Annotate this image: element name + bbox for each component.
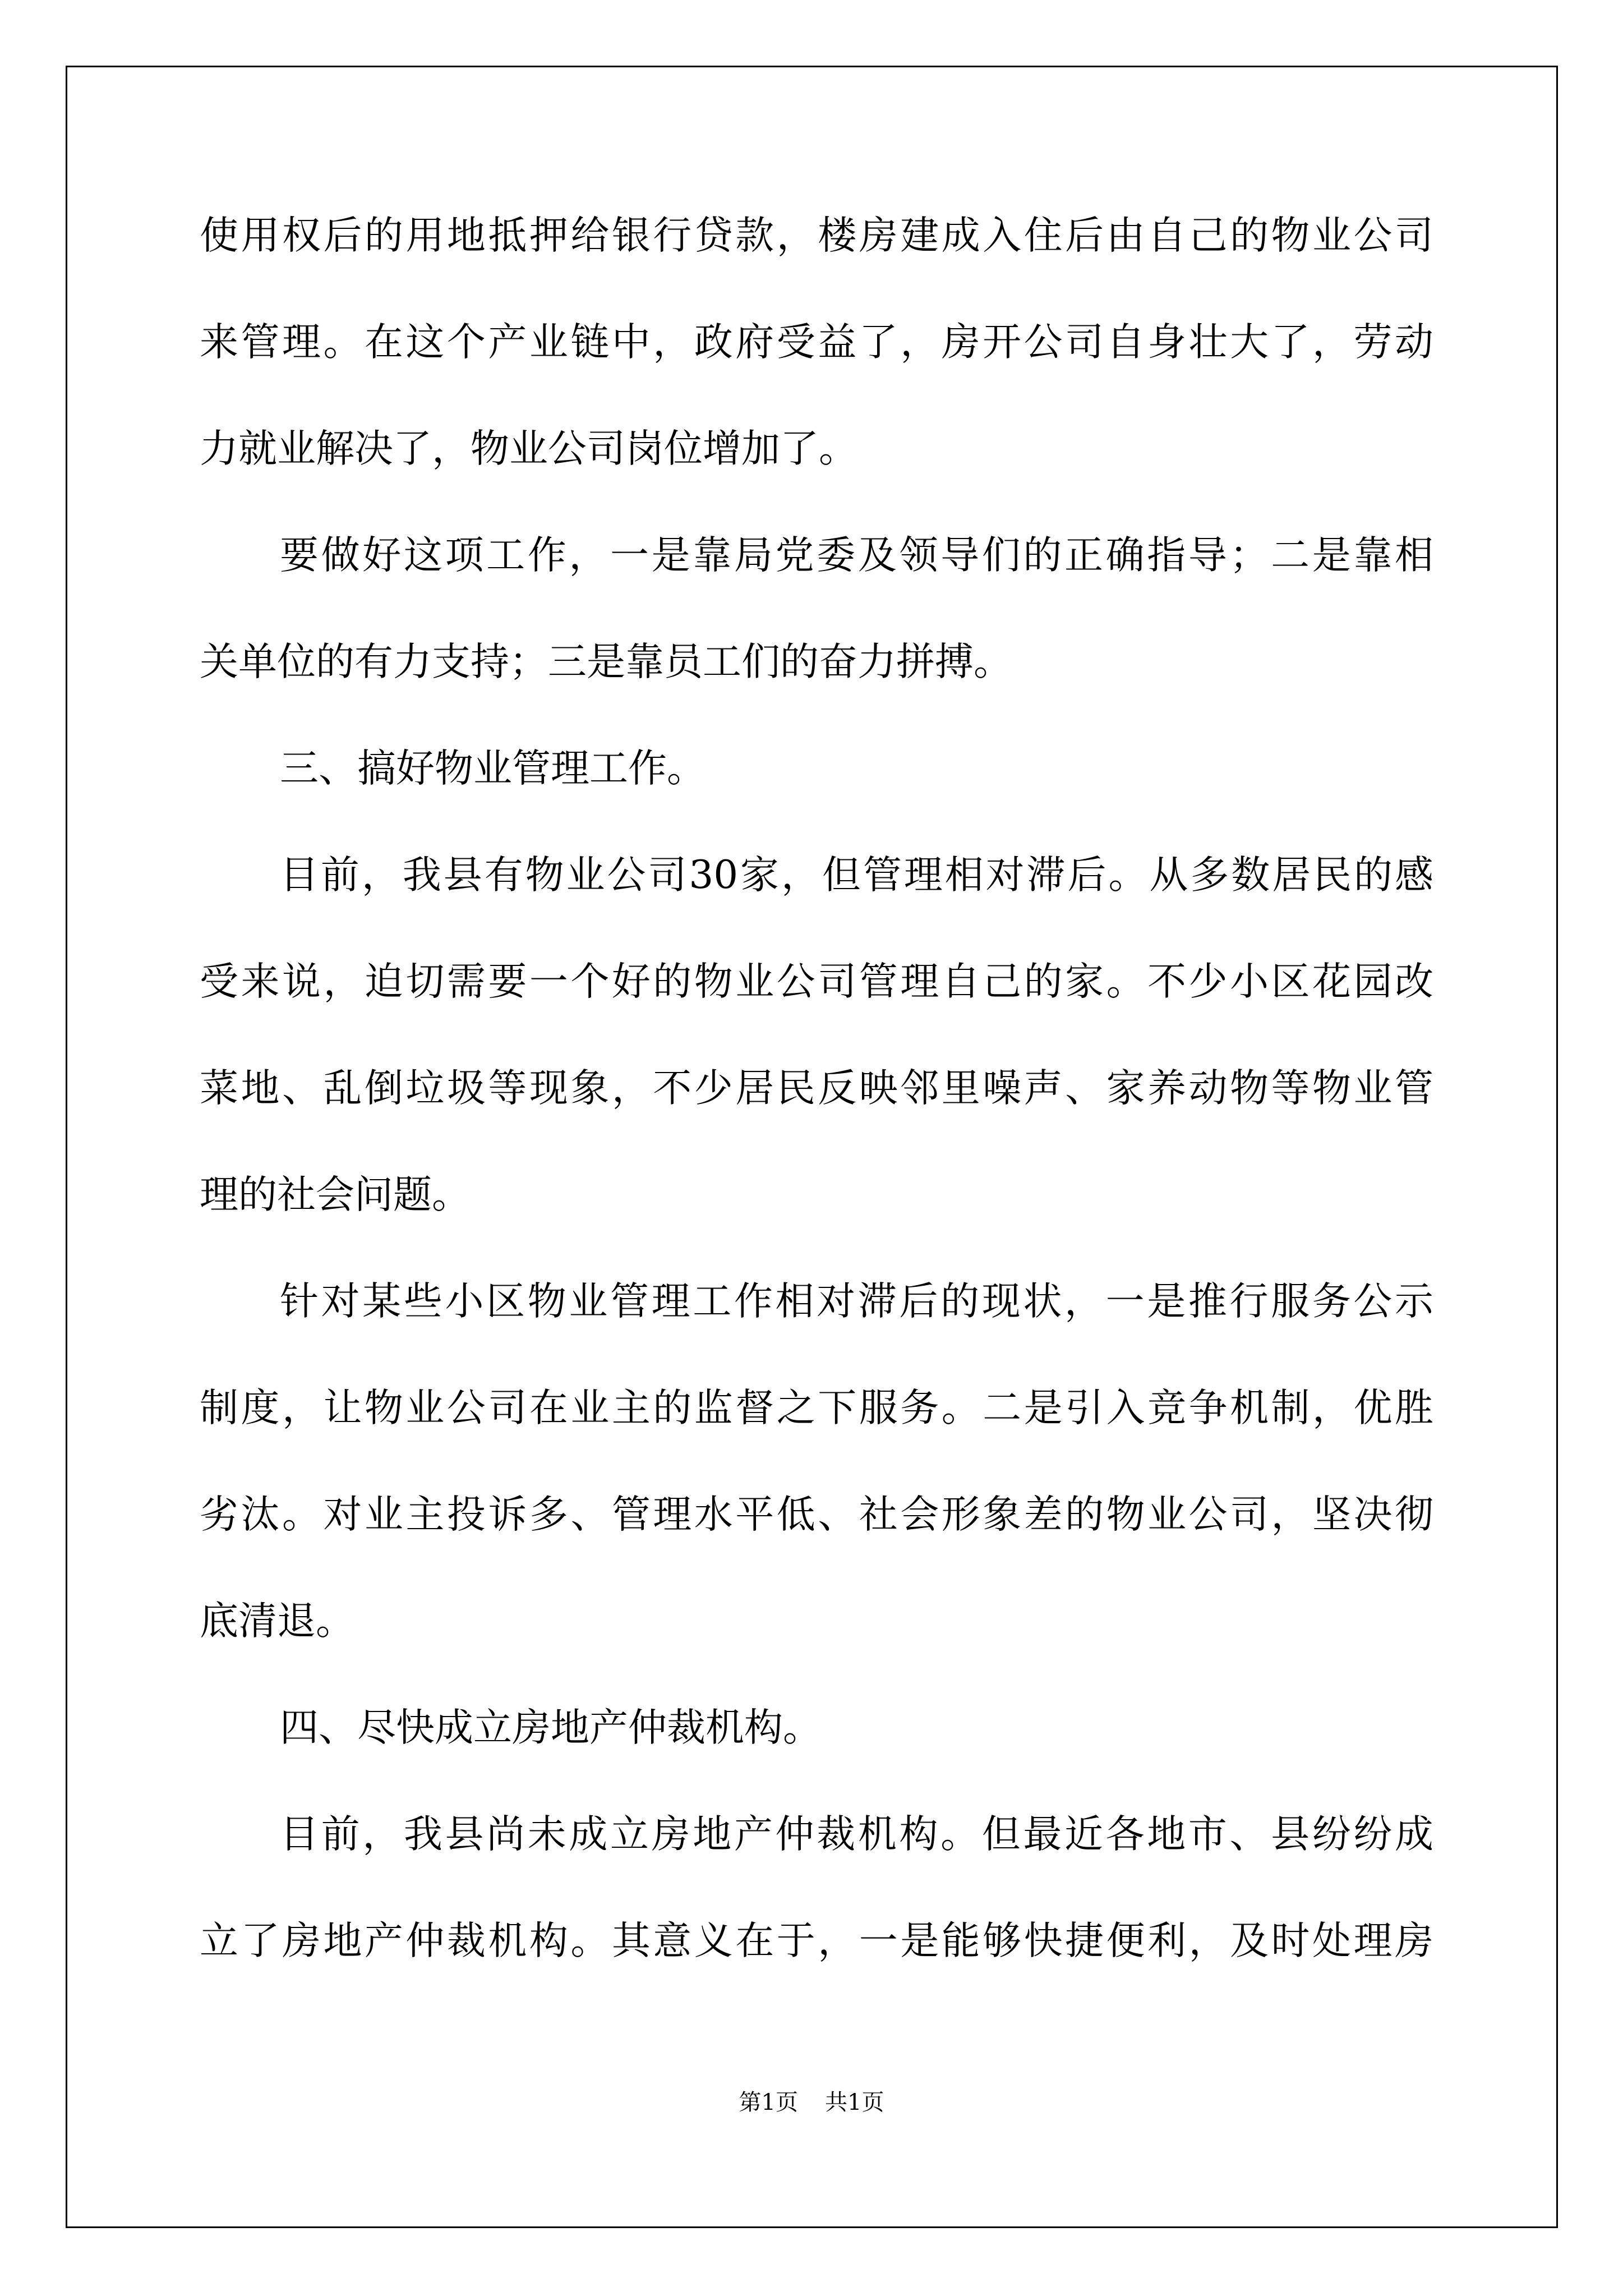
text-line: 针对某些小区物业管理工作相对滞后的现状，一是推行服务公示 <box>280 1279 1433 1324</box>
text-line: 来管理。在这个产业链中，政府受益了，房开公司自身壮大了，劳动 <box>200 320 1433 365</box>
page-footer <box>0 2088 1623 2116</box>
text-line: 菜地、乱倒垃圾等现象，不少居民反映邻里噪声、家养动物等物业管 <box>200 1066 1433 1111</box>
text-line: 目前，我县尚未成立房地产仲裁机构。但最近各地市、县纷纷成 <box>280 1812 1433 1857</box>
page-total: 共1页 <box>825 2090 884 2115</box>
text-line: 关单位的有力支持；三是靠员工们的奋力拼搏。 <box>200 639 1012 684</box>
text-line: 目前，我县有物业公司30家，但管理相对滞后。从多数居民的感 <box>280 853 1433 898</box>
page-border <box>66 66 1558 2228</box>
text-line: 理的社会问题。 <box>200 1172 471 1217</box>
section-heading: 四、尽快成立房地产仲裁机构。 <box>280 1705 822 1750</box>
text-line: 劣汰。对业主投诉多、管理水平低、社会形象差的物业公司，坚决彻 <box>200 1492 1433 1537</box>
text-line: 要做好这项工作，一是靠局党委及领导们的正确指导；二是靠相 <box>280 533 1433 578</box>
text-line: 底清退。 <box>200 1599 354 1644</box>
text-line: 力就业解决了，物业公司岗位增加了。 <box>200 426 857 471</box>
section-heading: 三、搞好物业管理工作。 <box>280 746 706 791</box>
text-line: 立了房地产仲裁机构。其意义在于，一是能够快捷便利，及时处理房 <box>200 1918 1433 1963</box>
page-number: 第1页 <box>739 2090 798 2115</box>
text-line: 使用权后的用地抵押给银行贷款，楼房建成入住后由自己的物业公司 <box>200 213 1433 258</box>
text-line: 制度，让物业公司在业主的监督之下服务。二是引入竞争机制，优胜 <box>200 1386 1433 1430</box>
text-line: 受来说，迫切需要一个好的物业公司管理自己的家。不少小区花园改 <box>200 959 1433 1004</box>
